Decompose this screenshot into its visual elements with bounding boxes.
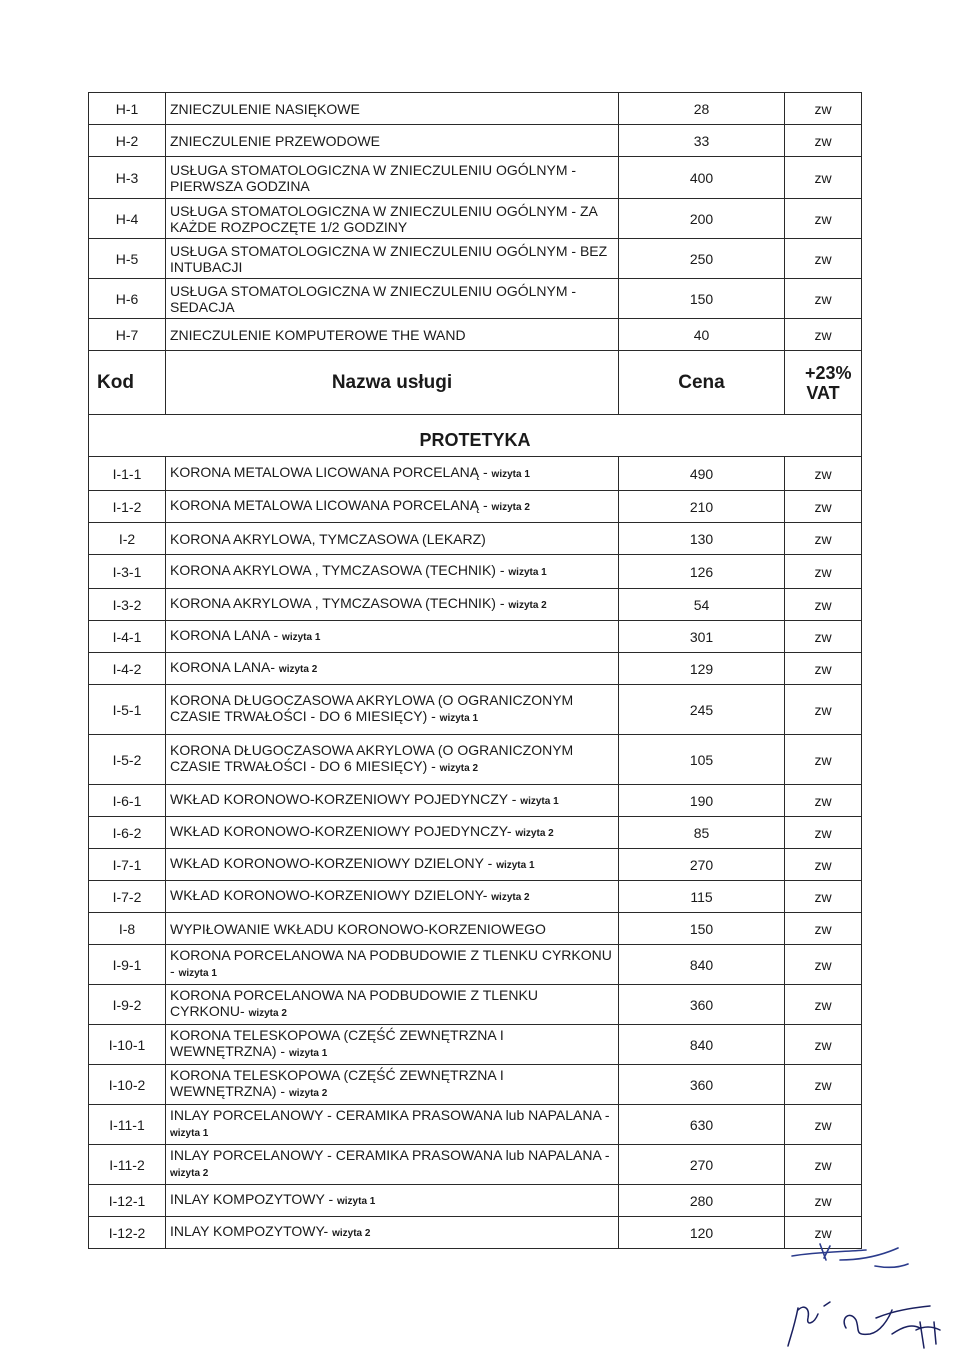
row-vat: zw — [785, 685, 862, 735]
table-row — [89, 881, 862, 913]
row-price: 33 — [619, 125, 785, 157]
signature-stroke — [840, 1248, 898, 1260]
row-name: KORONA AKRYLOWA, TYMCZASOWA (LEKARZ) — [170, 530, 486, 547]
row-name: WKŁAD KORONOWO-KORZENIOWY POJEDYNCZY - — [170, 791, 521, 807]
bottom-rows — [89, 457, 862, 1249]
row-name-cell — [166, 319, 619, 351]
row-name: KORONA DŁUGOCZASOWA AKRYLOWA (O OGRANICZONYM CZASIE TRWAŁOŚCI - DO 6 MIESIĘCY) - — [170, 692, 574, 724]
row-name: WKŁAD KORONOWO-KORZENIOWY DZIELONY- — [170, 887, 492, 903]
row-price: 400 — [619, 157, 785, 199]
row-vat: zw — [785, 735, 862, 785]
row-name: USŁUGA STOMATOLOGICZNA W ZNIECZULENIU OGÓLNYM - SEDACJA — [170, 282, 577, 315]
table-row — [89, 653, 862, 685]
table-row — [89, 1217, 862, 1249]
row-code: I-5-1 — [89, 685, 166, 735]
row-code: I-7-2 — [89, 881, 166, 913]
row-name: USŁUGA STOMATOLOGICZNA W ZNIECZULENIU OGÓLNYM - BEZ INTUBACJI — [170, 242, 608, 275]
row-name: KORONA DŁUGOCZASOWA AKRYLOWA (O OGRANICZONYM CZASIE TRWAŁOŚCI - DO 6 MIESIĘCY) - — [170, 742, 574, 774]
row-code: I-6-2 — [89, 817, 166, 849]
row-visit: wizyta 1 — [496, 860, 535, 871]
row-price: 490 — [619, 457, 785, 491]
row-price: 301 — [619, 621, 785, 653]
row-name-cell — [166, 125, 619, 157]
row-code: I-2 — [89, 523, 166, 555]
row-vat: zw — [785, 785, 862, 817]
row-visit: wizyta 1 — [337, 1196, 376, 1207]
row-visit: wizyta 1 — [508, 567, 547, 578]
table-row — [89, 735, 862, 785]
row-name: ZNIECZULENIE KOMPUTEROWE THE WAND — [170, 326, 466, 343]
table-row — [89, 523, 862, 555]
row-visit: wizyta 1 — [520, 796, 559, 807]
row-name: ZNIECZULENIE NASIĘKOWE — [170, 100, 360, 117]
table-row — [89, 199, 862, 239]
row-price: 130 — [619, 523, 785, 555]
table-row — [89, 685, 862, 735]
row-vat: zw — [785, 1065, 862, 1105]
header-name: Nazwa usługi — [166, 351, 619, 415]
row-visit: wizyta 2 — [170, 1168, 209, 1179]
table-row — [89, 319, 862, 351]
row-price: 54 — [619, 589, 785, 621]
row-name: KORONA LANA- — [170, 659, 279, 675]
row-visit: wizyta 2 — [278, 664, 318, 675]
row-vat: zw — [785, 881, 862, 913]
row-vat: zw — [785, 849, 862, 881]
row-name-cell — [166, 817, 619, 849]
row-code: I-1-1 — [89, 457, 166, 491]
row-price: 270 — [619, 849, 785, 881]
row-name-cell — [166, 1217, 619, 1249]
signature-stroke — [792, 1250, 866, 1256]
row-name-cell — [166, 945, 619, 985]
row-name-cell — [166, 93, 619, 125]
row-name: KORONA TELESKOPOWA (CZĘŚĆ ZEWNĘTRZNA I WEWNĘTRZNA) - — [170, 1027, 504, 1059]
table-row — [89, 157, 862, 199]
row-code: I-4-2 — [89, 653, 166, 685]
row-name: INLAY PORCELANOWY - CERAMIKA PRASOWANA lub NAPALANA - — [170, 1147, 610, 1163]
row-visit: wizyta 1 — [282, 632, 321, 643]
row-name-cell — [166, 239, 619, 279]
signature-stroke — [844, 1310, 892, 1334]
row-name: WKŁAD KORONOWO-KORZENIOWY POJEDYNCZY- — [170, 823, 516, 839]
row-code: H-1 — [89, 93, 166, 125]
header-price: Cena — [619, 351, 785, 415]
row-name: KORONA TELESKOPOWA (CZĘŚĆ ZEWNĘTRZNA I WEWNĘTRZNA) - — [170, 1067, 504, 1099]
table-row — [89, 279, 862, 319]
row-name: INLAY KOMPOZYTOWY - — [170, 1191, 337, 1207]
row-name-cell — [166, 1185, 619, 1217]
signature-drawing — [780, 1238, 955, 1350]
price-table — [88, 92, 862, 1249]
row-vat: zw — [785, 125, 862, 157]
table-row — [89, 93, 862, 125]
row-vat: zw — [785, 1025, 862, 1065]
row-code: H-5 — [89, 239, 166, 279]
table-row — [89, 1065, 862, 1105]
table-row — [89, 1185, 862, 1217]
row-name-cell — [166, 1145, 619, 1185]
row-vat: zw — [785, 491, 862, 523]
table-row — [89, 457, 862, 491]
row-visit: wizyta 2 — [515, 828, 554, 839]
row-name-cell — [166, 1065, 619, 1105]
section-title: PROTETYKA — [89, 415, 862, 457]
row-code: H-2 — [89, 125, 166, 157]
row-name-cell — [166, 555, 619, 589]
row-price: 360 — [619, 1065, 785, 1105]
table-row — [89, 785, 862, 817]
row-name-cell — [166, 653, 619, 685]
table-row — [89, 239, 862, 279]
row-vat: zw — [785, 1185, 862, 1217]
row-name: KORONA PORCELANOWA NA PODBUDOWIE Z TLENKU CYRKONU - — [170, 947, 612, 979]
row-visit: wizyta 2 — [508, 600, 547, 611]
row-name-cell — [166, 685, 619, 735]
header-code: Kod — [89, 351, 166, 415]
row-price: 28 — [619, 93, 785, 125]
row-name-cell — [166, 913, 619, 945]
row-price: 250 — [619, 239, 785, 279]
row-code: I-7-1 — [89, 849, 166, 881]
signature-stroke — [875, 1264, 908, 1267]
row-vat: zw — [785, 199, 862, 239]
table-row — [89, 817, 862, 849]
row-name: INLAY PORCELANOWY - CERAMIKA PRASOWANA lub NAPALANA - — [170, 1107, 610, 1123]
row-name: KORONA AKRYLOWA , TYMCZASOWA (TECHNIK) - — [170, 595, 509, 611]
row-code: H-7 — [89, 319, 166, 351]
row-price: 840 — [619, 945, 785, 985]
row-visit: wizyta 1 — [288, 1048, 328, 1059]
row-visit: wizyta 2 — [288, 1088, 328, 1099]
row-code: I-5-2 — [89, 735, 166, 785]
row-code: H-6 — [89, 279, 166, 319]
row-name: KORONA PORCELANOWA NA PODBUDOWIE Z TLENKU CYRKONU- — [170, 987, 538, 1019]
row-name: KORONA METALOWA LICOWANA PORCELANĄ - — [170, 464, 492, 480]
table-row — [89, 985, 862, 1025]
row-price: 210 — [619, 491, 785, 523]
row-price: 40 — [619, 319, 785, 351]
table-row — [89, 1105, 862, 1145]
row-price: 360 — [619, 985, 785, 1025]
row-visit: wizyta 2 — [439, 763, 479, 774]
row-visit: wizyta 1 — [491, 469, 530, 480]
row-name-cell — [166, 491, 619, 523]
row-name: INLAY KOMPOZYTOWY- — [170, 1223, 333, 1239]
table-row — [89, 913, 862, 945]
row-code: I-10-1 — [89, 1025, 166, 1065]
row-code: I-9-1 — [89, 945, 166, 985]
row-vat: zw — [785, 945, 862, 985]
row-vat: zw — [785, 1145, 862, 1185]
row-name-cell — [166, 985, 619, 1025]
section-row — [89, 415, 862, 457]
table-row — [89, 945, 862, 985]
row-visit: wizyta 2 — [491, 892, 530, 903]
row-price: 120 — [619, 1217, 785, 1249]
row-name-cell — [166, 785, 619, 817]
row-visit: wizyta 2 — [248, 1008, 287, 1019]
signature-stroke — [824, 1302, 830, 1306]
row-code: I-3-1 — [89, 555, 166, 589]
header-vat: +23% VAT — [785, 351, 862, 415]
row-visit: wizyta 2 — [332, 1228, 371, 1239]
row-code: I-11-1 — [89, 1105, 166, 1145]
row-name-cell — [166, 523, 619, 555]
row-vat: zw — [785, 457, 862, 491]
row-vat: zw — [785, 817, 862, 849]
row-name-cell — [166, 1025, 619, 1065]
row-name-cell — [166, 457, 619, 491]
row-code: I-8 — [89, 913, 166, 945]
row-name: WYPIŁOWANIE WKŁADU KORONOWO-KORZENIOWEGO — [170, 920, 546, 937]
row-vat: zw — [785, 523, 862, 555]
row-name: USŁUGA STOMATOLOGICZNA W ZNIECZULENIU OGÓLNYM - ZA KAŻDE ROZPOCZĘTE 1/2 GODZINY — [170, 202, 598, 235]
row-name-cell — [166, 881, 619, 913]
row-price: 105 — [619, 735, 785, 785]
row-code: H-4 — [89, 199, 166, 239]
row-price: 200 — [619, 199, 785, 239]
row-price: 150 — [619, 913, 785, 945]
row-vat: zw — [785, 157, 862, 199]
signature-stroke — [876, 1306, 930, 1318]
row-price: 129 — [619, 653, 785, 685]
row-vat: zw — [785, 555, 862, 589]
row-price: 280 — [619, 1185, 785, 1217]
row-name-cell — [166, 735, 619, 785]
row-vat: zw — [785, 279, 862, 319]
header-row — [89, 351, 862, 415]
row-name-cell — [166, 199, 619, 239]
row-name: KORONA LANA - — [170, 627, 283, 643]
row-price: 245 — [619, 685, 785, 735]
row-code: I-10-2 — [89, 1065, 166, 1105]
table-row — [89, 1025, 862, 1065]
row-name-cell — [166, 621, 619, 653]
signature-stroke — [916, 1322, 940, 1348]
row-visit: wizyta 1 — [178, 968, 217, 979]
row-name: ZNIECZULENIE PRZEWODOWE — [170, 132, 381, 149]
row-price: 270 — [619, 1145, 785, 1185]
table-header — [89, 351, 862, 457]
row-price: 150 — [619, 279, 785, 319]
row-code: I-12-2 — [89, 1217, 166, 1249]
table-row — [89, 621, 862, 653]
row-price: 115 — [619, 881, 785, 913]
table-row — [89, 125, 862, 157]
table-row — [89, 849, 862, 881]
row-code: I-11-2 — [89, 1145, 166, 1185]
row-name-cell — [166, 157, 619, 199]
row-code: I-9-2 — [89, 985, 166, 1025]
table-row — [89, 1145, 862, 1185]
row-price: 630 — [619, 1105, 785, 1145]
row-price: 126 — [619, 555, 785, 589]
row-name: WKŁAD KORONOWO-KORZENIOWY DZIELONY - — [170, 855, 497, 871]
table-row — [89, 491, 862, 523]
row-visit: wizyta 1 — [439, 713, 479, 724]
row-vat: zw — [785, 1217, 862, 1249]
row-vat: zw — [785, 239, 862, 279]
row-code: H-3 — [89, 157, 166, 199]
row-code: I-6-1 — [89, 785, 166, 817]
row-price: 840 — [619, 1025, 785, 1065]
table-row — [89, 555, 862, 589]
row-vat: zw — [785, 621, 862, 653]
row-name: KORONA METALOWA LICOWANA PORCELANĄ - — [170, 497, 492, 513]
row-price: 85 — [619, 817, 785, 849]
row-vat: zw — [785, 913, 862, 945]
row-visit: wizyta 1 — [170, 1128, 209, 1139]
row-price: 190 — [619, 785, 785, 817]
row-code: I-4-1 — [89, 621, 166, 653]
row-vat: zw — [785, 985, 862, 1025]
row-code: I-3-2 — [89, 589, 166, 621]
row-visit: wizyta 2 — [491, 502, 530, 513]
row-name-cell — [166, 589, 619, 621]
row-code: I-12-1 — [89, 1185, 166, 1217]
row-name-cell — [166, 1105, 619, 1145]
table-row — [89, 589, 862, 621]
row-name-cell — [166, 279, 619, 319]
top-rows — [89, 93, 862, 351]
row-name-cell — [166, 849, 619, 881]
row-name: KORONA AKRYLOWA , TYMCZASOWA (TECHNIK) - — [170, 562, 509, 578]
row-code: I-1-2 — [89, 491, 166, 523]
row-vat: zw — [785, 1105, 862, 1145]
row-vat: zw — [785, 319, 862, 351]
row-name: USŁUGA STOMATOLOGICZNA W ZNIECZULENIU OGÓLNYM - PIERWSZA GODZINA — [170, 161, 577, 194]
signature-stroke — [788, 1307, 818, 1346]
row-vat: zw — [785, 589, 862, 621]
row-vat: zw — [785, 93, 862, 125]
row-vat: zw — [785, 653, 862, 685]
